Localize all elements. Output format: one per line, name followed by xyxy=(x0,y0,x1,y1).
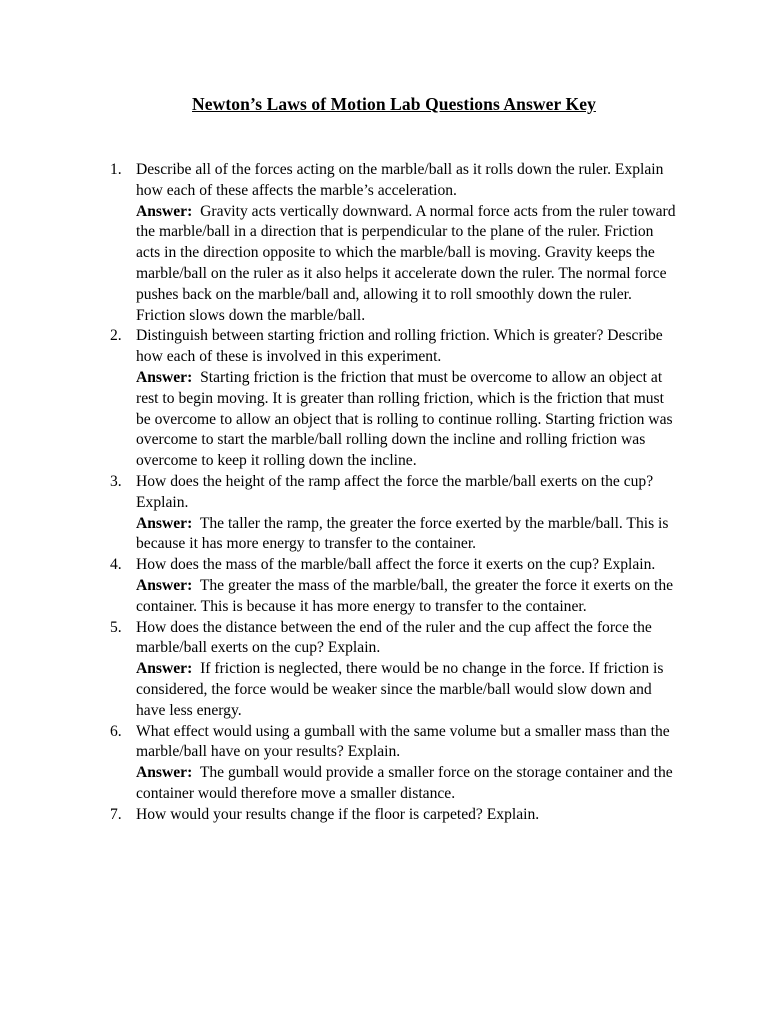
question-number: 5. xyxy=(110,618,122,636)
answer-text: The greater the mass of the marble/ball, the greater the force it exerts on the container. This is because it has more energy to transfer to the container. xyxy=(136,576,674,615)
question-item xyxy=(110,472,678,555)
answer-text: The taller the ramp, the greater the force exerted by the marble/ball. This is because it has more energy to transfer to the container. xyxy=(136,514,669,553)
answer-block xyxy=(136,659,678,721)
question-item xyxy=(110,722,678,805)
question-text: What effect would using a gumball with the same volume but a smaller mass than the marble/ball have on your results? Explain. xyxy=(136,722,670,761)
answer-block xyxy=(136,576,678,618)
question-text: Distinguish between starting friction and rolling friction. Which is greater? Describe how each of these is involved in this experiment. xyxy=(136,327,663,366)
question-number: 7. xyxy=(110,805,122,823)
answer-label: Answer: xyxy=(136,514,193,532)
question-number: 2. xyxy=(110,327,122,345)
answer-label: Answer: xyxy=(136,660,193,678)
question-text: How does the distance between the end of the ruler and the cup affect the force the marble/ball exerts on the cup? Explain. xyxy=(136,618,652,657)
answer-label: Answer: xyxy=(136,368,193,386)
question-item xyxy=(110,555,678,617)
question-item xyxy=(110,805,678,826)
answer-label: Answer: xyxy=(136,764,193,782)
question-list xyxy=(110,160,678,826)
answer-label: Answer: xyxy=(136,202,193,220)
question-text: Describe all of the forces acting on the marble/ball as it rolls down the ruler. Explain how each of these affects the marble’s acceleration. xyxy=(136,161,664,199)
answer-block xyxy=(136,202,678,327)
answer-text: Starting friction is the friction that must be overcome to allow an object at rest to begin moving. It is greater than rolling friction, which is the friction that must be overcome to allow an object that is rolling to continue rolling. Starting friction was overcome to start the marble/ball rolling down the incline and rolling friction was overcome to keep it rolling down the incline. xyxy=(136,368,673,470)
answer-label: Answer: xyxy=(136,576,193,594)
question-number: 4. xyxy=(110,556,122,574)
answer-text: The gumball would provide a smaller force on the storage container and the container would therefore move a smaller distance. xyxy=(136,764,673,802)
page-title: Newton’s Laws of Motion Lab Questions Answer Key xyxy=(192,94,596,114)
question-item xyxy=(110,326,678,472)
question-number: 3. xyxy=(110,472,122,490)
question-text: How would your results change if the floor is carpeted? Explain. xyxy=(136,805,540,823)
question-number: 6. xyxy=(110,722,122,740)
answer-block xyxy=(136,514,678,556)
question-text: How does the height of the ramp affect the force the marble/ball exerts on the cup? Explain. xyxy=(136,472,654,511)
question-text: How does the mass of the marble/ball affect the force it exerts on the cup? Explain. xyxy=(136,556,656,574)
answer-text: Gravity acts vertically downward. A normal force acts from the ruler toward the marble/ball in a direction that is perpendicular to the plane of the ruler. Friction acts in the direction opposite to which the marble/ball is moving. Gravity keeps the marble/ball on the ruler as it also helps it accelerate down the ruler. The normal force pushes back on the marble/ball and, allowing it to roll smoothly down the ruler. Friction slows down the marble/ball. xyxy=(136,202,676,324)
question-number: 1. xyxy=(110,161,122,178)
answer-text: If friction is neglected, there would be no change in the force. If friction is considered, the force would be weaker since the marble/ball would slow down and have less energy. xyxy=(136,660,664,719)
question-item xyxy=(110,618,678,722)
answer-block xyxy=(136,368,678,472)
question-item xyxy=(110,160,678,326)
answer-block xyxy=(136,763,678,805)
